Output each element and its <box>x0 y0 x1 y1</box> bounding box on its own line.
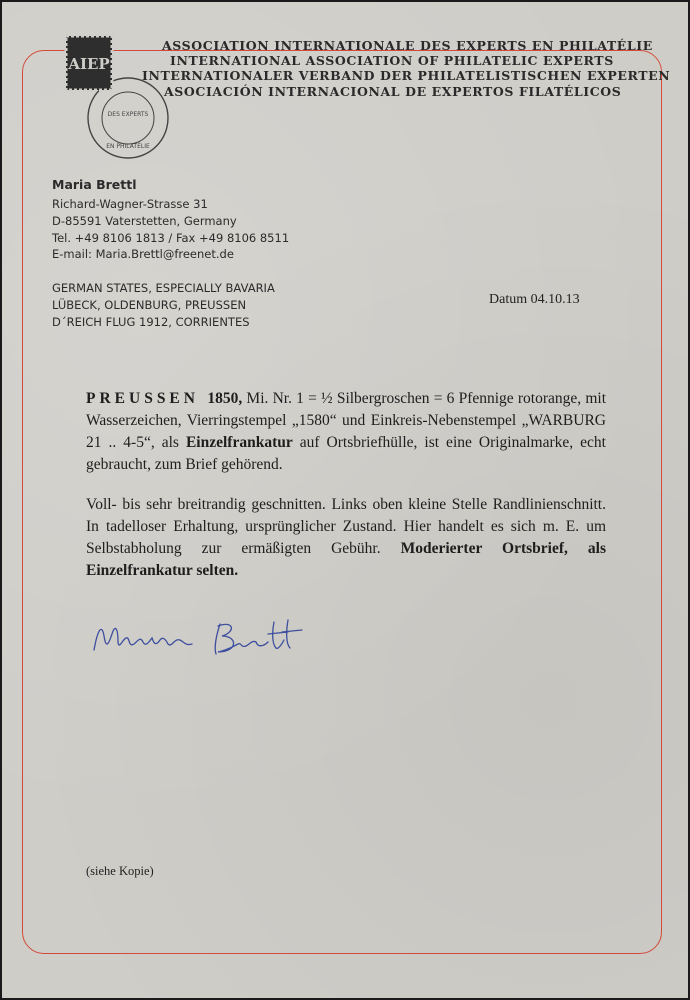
expert-name: Maria Brettl <box>52 177 137 192</box>
certificate-body <box>86 388 606 600</box>
certificate-page <box>2 2 688 998</box>
aiep-logo-icon <box>54 24 174 164</box>
association-line-de: INTERNATIONALER VERBAND DER PHILATELISTISCHEN EXPERTEN <box>142 68 671 83</box>
country-name: PREUSSEN <box>86 390 199 407</box>
specialty-line: GERMAN STATES, ESPECIALLY BAVARIA <box>52 281 275 295</box>
issue-year: 1850, <box>207 390 243 407</box>
logo-text: AIEP <box>68 55 110 73</box>
specialty-line: LÜBECK, OLDENBURG, PREUSSEN <box>52 298 247 312</box>
certificate-date: Datum 04.10.13 <box>489 292 580 307</box>
svg-text:EN PHILATÉLIE: EN PHILATÉLIE <box>106 143 150 150</box>
condition-paragraph: Voll- bis sehr breitrandig geschnitten. Links oben kleine Stelle Randlinienschnitt. In tadelloser Erhaltung, ursprünglicher Zustand. Hier handelt es sich m. E. um Selbstabholung zur ermäßigten Gebühr. Moderierter Ortsbrief, als Einzelfrankatur selten. <box>86 496 606 579</box>
association-line-fr: ASSOCIATION INTERNATIONALE DES EXPERTS EN PHILATÉLIE <box>162 38 653 53</box>
association-line-es: ASOCIACIÓN INTERNACIONAL DE EXPERTOS FILATÉLICOS <box>164 84 622 99</box>
expert-street: Richard-Wagner-Strasse 31 <box>52 197 208 211</box>
description-paragraph: PREUSSEN 1850, Mi. Nr. 1 = ½ Silbergroschen = 6 Pfennige rotorange, mit Wasserzeichen, Vierringstempel „1580“ und Einkreis-Nebenstempel „WARBURG 21 .. 4-5“, als Einzelfrankatur auf Ortsbriefhülle, ist eine Originalmarke, echt gebraucht, zum Brief gehörend. <box>86 390 606 473</box>
association-line-en: INTERNATIONAL ASSOCIATION OF PHILATELIC EXPERTS <box>170 53 614 68</box>
specialty-line: D´REICH FLUG 1912, CORRIENTES <box>52 315 250 329</box>
handwritten-signature <box>88 614 328 664</box>
svg-text:DES EXPERTS: DES EXPERTS <box>107 111 149 118</box>
footnote: (siehe Kopie) <box>86 864 154 878</box>
expert-email: E-mail: Maria.Brettl@freenet.de <box>52 247 234 261</box>
expert-phone: Tel. +49 8106 1813 / Fax +49 8106 8511 <box>52 231 290 245</box>
expert-city: D-85591 Vaterstetten, Germany <box>52 214 237 228</box>
